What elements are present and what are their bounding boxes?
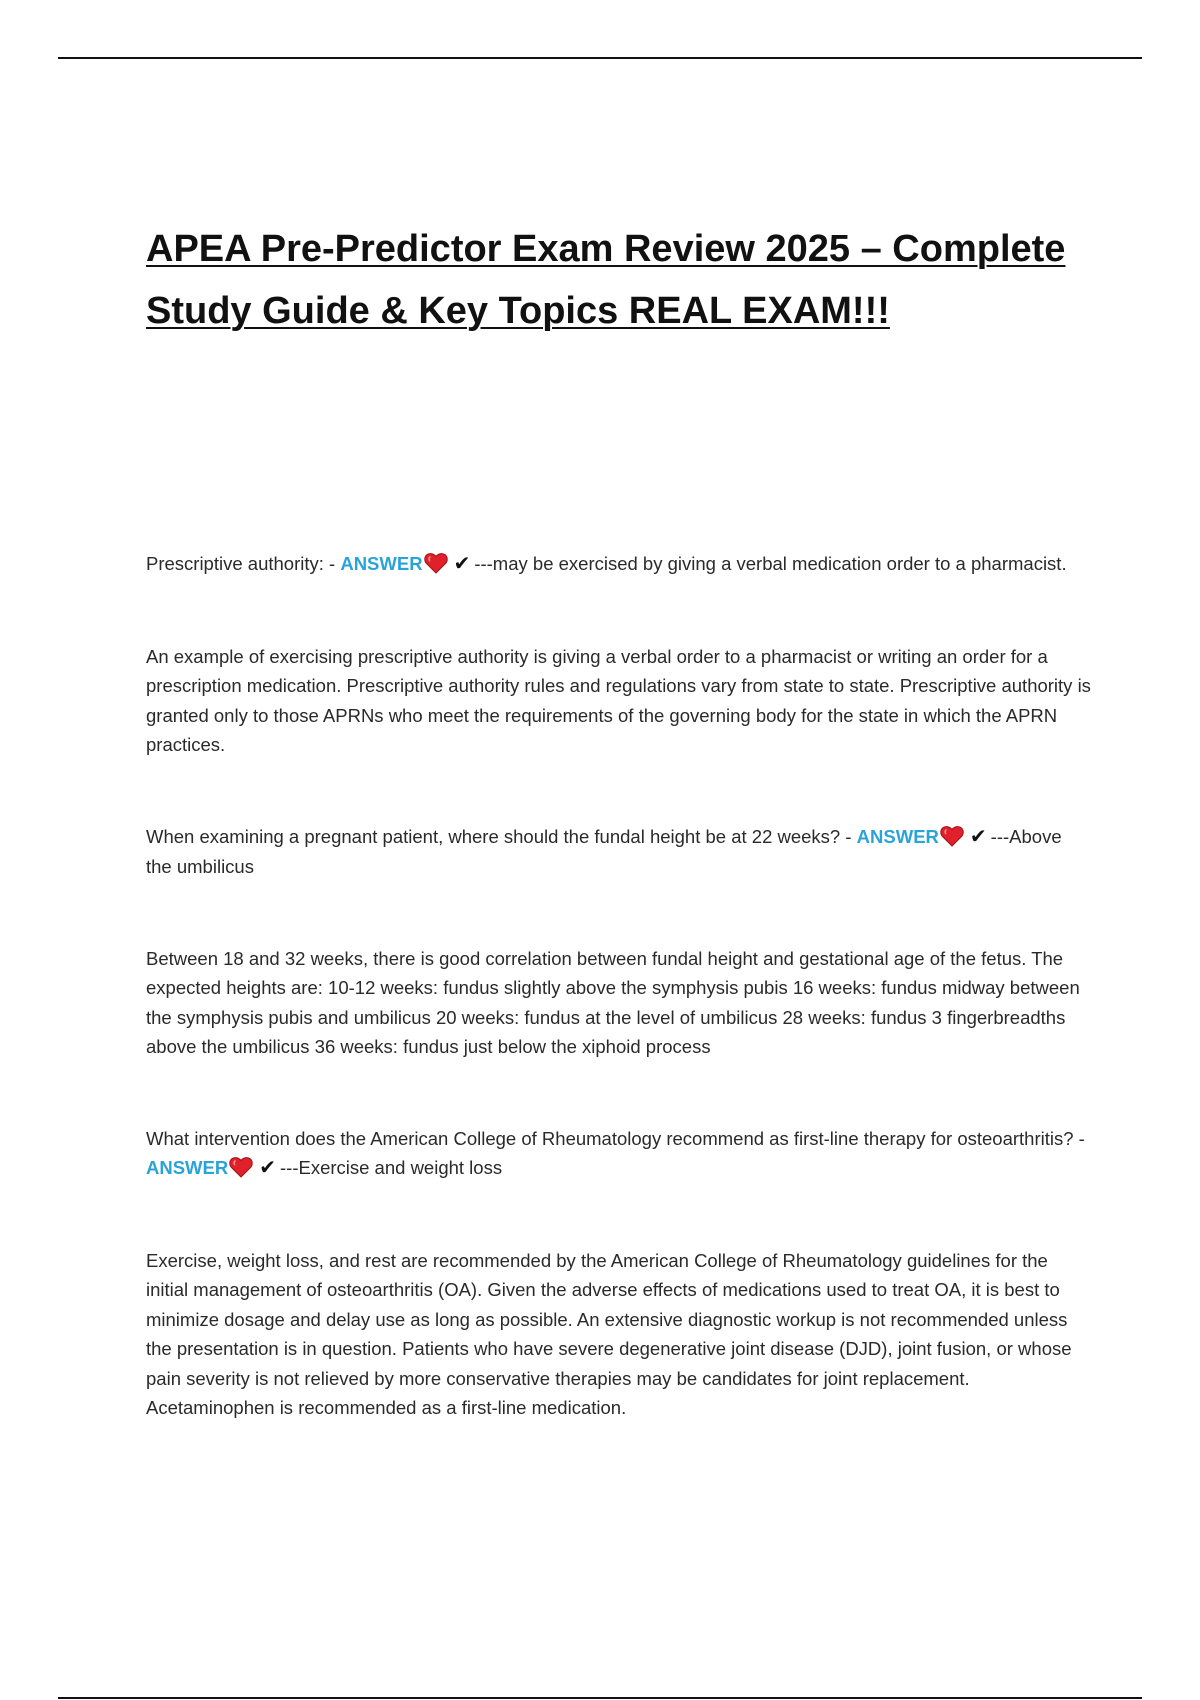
check-icon: ✔ <box>259 1157 276 1179</box>
heart-icon <box>424 552 448 574</box>
title-line-1: APEA Pre-Predictor Exam Review 2025 – Complete <box>146 228 1066 270</box>
question-text: Prescriptive authority: - <box>146 553 341 574</box>
answer-label: ANSWER <box>146 1157 229 1178</box>
answer-label: ANSWER <box>340 553 423 574</box>
answer-text: ---may be exercised by giving a verbal medication order to a pharmacist. <box>474 553 1067 574</box>
page-title <box>146 218 1106 342</box>
question-text: When examining a pregnant patient, where should the fundal height be at 22 weeks? - <box>146 825 857 847</box>
answer-text: ---Exercise and weight loss <box>280 1157 503 1178</box>
explanation-3: Exercise, weight loss, and rest are recommended by the American College of Rheumatology guidelines for the initial management of osteoarthritis (OA). Given the adverse effects of medications used to treat OA, it is best to minimize dosage and delay use as long as possible. An extensive diagnostic workup is not recommended unless the presentation is in question. Patients who have severe degenerative joint disease (DJD), joint fusion, or whose pain severity is not relieved by more conservative therapies may be candidates for joint replacement. Acetaminophen is recommended as a first-line medication. <box>146 1249 1072 1418</box>
answer-label: ANSWER <box>856 825 939 847</box>
question-text: What intervention does the American College of Rheumatology recommend as first-line therapy for osteoarthritis? - <box>146 1127 1085 1149</box>
explanation-2: Between 18 and 32 weeks, there is good correlation between fundal height and gestational age of the fetus. The expected heights are: 10-12 weeks: fundus slightly above the symphysis pubis 16 weeks: fundus midway between the symphysis pubis and umbilicus 20 weeks: fundus at the level of umbilicus 28 weeks: fundus 3 fingerbreadths above the umbilicus 36 weeks: fundus just below the xiphoid process <box>146 947 1080 1057</box>
explanation-1: An example of exercising prescriptive authority is giving a verbal order to a pharmacist or writing an order for a prescription medication. Prescriptive authority rules and regulations vary from state to state. Prescriptive authority is granted only to those APRNs who meet the requirements of the governing body for the state in which the APRN practices. <box>146 645 1091 755</box>
qa-content <box>146 549 1092 1423</box>
top-rule <box>58 57 1142 59</box>
heart-icon <box>940 825 964 847</box>
check-icon: ✔ <box>969 825 987 848</box>
title-line-2: Study Guide & Key Topics REAL EXAM!!! <box>146 290 890 332</box>
answer-text: ---Above the umbilicus <box>146 825 1062 877</box>
qa-question-1 <box>146 549 1092 580</box>
qa-question-2 <box>146 822 1092 882</box>
heart-icon <box>229 1156 253 1178</box>
qa-question-3 <box>146 1124 1092 1184</box>
check-icon: ✔ <box>453 553 471 575</box>
bottom-rule <box>58 1697 1142 1699</box>
